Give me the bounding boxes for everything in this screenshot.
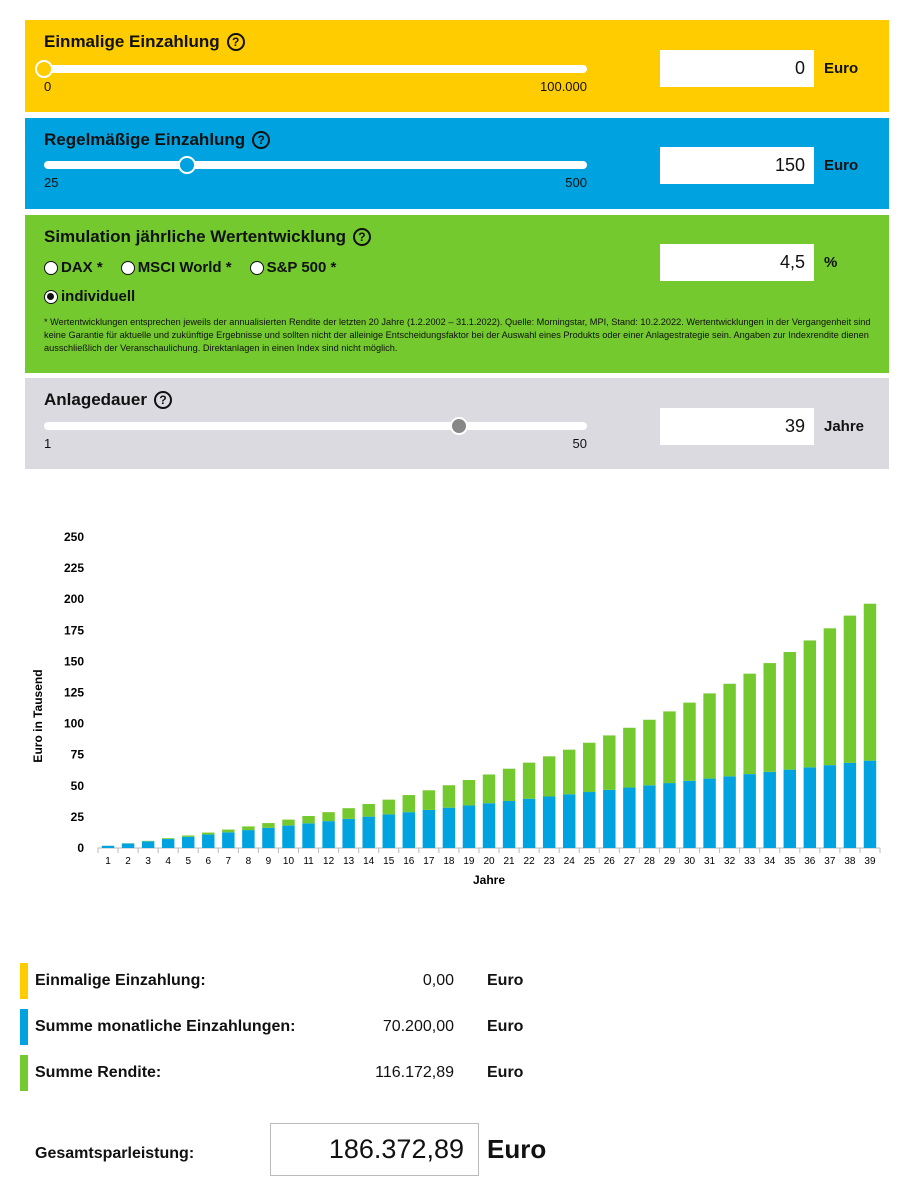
x-tick-label: 13 <box>343 856 355 867</box>
bar-rendite <box>423 790 435 810</box>
bar-rendite <box>764 663 776 772</box>
anlagedauer-title: Anlagedauer ? <box>44 390 172 410</box>
bar-rendite <box>182 835 194 836</box>
x-tick-label: 11 <box>303 856 314 867</box>
bar-einzahlungen <box>222 832 234 848</box>
anlagedauer-panel <box>25 378 889 469</box>
bar-rendite <box>804 640 816 767</box>
x-tick-label: 3 <box>145 856 151 867</box>
bar-einzahlungen <box>162 839 174 848</box>
bar-einzahlungen <box>102 846 114 848</box>
x-tick-label: 16 <box>403 856 415 867</box>
bar-einzahlungen <box>784 770 796 848</box>
x-tick-label: 22 <box>523 856 535 867</box>
bar-einzahlungen <box>583 792 595 848</box>
bar-einzahlungen <box>643 785 655 848</box>
bar-einzahlungen <box>202 835 214 848</box>
bar-rendite <box>784 652 796 770</box>
bar-einzahlungen <box>543 796 555 848</box>
x-tick-label: 26 <box>603 856 615 867</box>
x-tick-label: 2 <box>125 856 131 867</box>
y-tick-label: 250 <box>63 530 84 544</box>
stacked-bar-chart <box>0 520 919 900</box>
bar-einzahlungen <box>322 821 334 848</box>
anlagedauer-unit: Jahre <box>824 418 865 435</box>
x-tick-label: 30 <box>683 856 696 867</box>
bar-einzahlungen <box>764 772 776 848</box>
radio-option-individuell[interactable]: individuell <box>44 288 135 305</box>
einmalige-einzahlung-slider-thumb[interactable] <box>35 60 53 78</box>
x-tick-label: 19 <box>463 856 475 867</box>
radio-button[interactable] <box>44 290 58 304</box>
y-tick-label: 100 <box>63 716 84 731</box>
bar-rendite <box>623 728 635 788</box>
bar-rendite <box>463 780 475 805</box>
bar-rendite <box>202 833 214 835</box>
x-tick-label: 25 <box>583 856 595 867</box>
radio-button[interactable] <box>44 261 58 275</box>
question-circle-icon[interactable]: ? <box>227 33 245 51</box>
x-tick-label: 24 <box>563 856 575 867</box>
x-tick-label: 31 <box>704 856 716 867</box>
y-tick-label: 225 <box>63 561 84 576</box>
bar-rendite <box>483 774 495 803</box>
regelmaessige-einzahlung-panel <box>25 118 889 209</box>
bar-einzahlungen <box>623 788 635 848</box>
bar-einzahlungen <box>824 765 836 848</box>
einmalige-einzahlung-unit: Euro <box>824 60 859 77</box>
einmalige-einzahlung-min: 0 <box>44 79 52 94</box>
bar-rendite <box>723 684 735 777</box>
bar-rendite <box>543 756 555 796</box>
x-tick-label: 7 <box>225 856 232 867</box>
simulation-options-row-2 <box>44 288 153 305</box>
x-tick-label: 21 <box>503 856 515 867</box>
bar-einzahlungen <box>523 799 535 848</box>
y-tick-label: 125 <box>63 685 84 700</box>
x-tick-label: 9 <box>265 856 272 867</box>
chart-x-axis-label: Jahre <box>472 873 506 887</box>
regelmaessige-einzahlung-slider[interactable] <box>44 161 587 169</box>
anlagedauer-input[interactable]: 39 <box>660 408 814 445</box>
x-tick-label: 4 <box>165 856 171 867</box>
x-tick-label: 37 <box>824 856 836 867</box>
bar-rendite <box>844 616 856 763</box>
bar-einzahlungen <box>423 810 435 848</box>
bar-rendite <box>162 838 174 839</box>
summary-value: 70.200,00 <box>382 1018 454 1035</box>
bar-einzahlungen <box>122 844 134 848</box>
bar-einzahlungen <box>302 823 314 848</box>
bar-rendite <box>743 674 755 774</box>
x-tick-label: 18 <box>443 856 455 867</box>
bar-rendite <box>302 816 314 823</box>
x-tick-label: 28 <box>643 856 655 867</box>
bar-rendite <box>663 711 675 783</box>
bar-rendite <box>523 763 535 799</box>
bar-einzahlungen <box>603 790 615 848</box>
bar-rendite <box>362 804 374 817</box>
summary-unit: Euro <box>487 972 524 989</box>
summary-row-einmalig <box>20 963 580 999</box>
radio-option-msci-world[interactable]: MSCI World * <box>121 259 232 276</box>
bar-rendite <box>443 785 455 807</box>
bar-einzahlungen <box>342 819 354 848</box>
bar-rendite <box>322 812 334 821</box>
bar-einzahlungen <box>663 783 675 848</box>
x-tick-label: 14 <box>363 856 375 867</box>
regelmaessige-einzahlung-title: Regelmäßige Einzahlung ? <box>44 130 270 150</box>
bar-einzahlungen <box>864 761 876 848</box>
bar-einzahlungen <box>723 776 735 848</box>
bar-rendite <box>603 735 615 789</box>
bar-einzahlungen <box>443 808 455 848</box>
x-tick-label: 32 <box>724 856 736 867</box>
question-circle-icon[interactable]: ? <box>252 131 270 149</box>
regelmaessige-einzahlung-slider-thumb[interactable] <box>178 156 196 174</box>
x-tick-label: 34 <box>764 856 776 867</box>
anlagedauer-slider-thumb[interactable] <box>450 417 468 435</box>
x-tick-label: 39 <box>864 856 876 867</box>
summary-color-bar <box>20 1009 28 1045</box>
bar-einzahlungen <box>142 841 154 848</box>
total-label: Gesamtsparleistung: <box>35 1145 195 1162</box>
bar-rendite <box>262 823 274 828</box>
summary-label: Einmalige Einzahlung: <box>35 972 206 989</box>
bar-einzahlungen <box>804 767 816 848</box>
bar-rendite <box>383 800 395 815</box>
y-tick-label: 50 <box>70 778 84 793</box>
bar-rendite <box>683 703 695 781</box>
simulation-panel <box>25 215 889 373</box>
radio-button[interactable] <box>250 261 264 275</box>
einmalige-einzahlung-panel <box>25 20 889 112</box>
summary-label: Summe Rendite: <box>35 1064 162 1081</box>
bar-einzahlungen <box>383 814 395 848</box>
bar-einzahlungen <box>242 830 254 848</box>
bar-einzahlungen <box>703 779 715 848</box>
bar-rendite <box>222 830 234 833</box>
regelmaessige-einzahlung-min: 25 <box>44 175 59 190</box>
x-tick-label: 35 <box>784 856 796 867</box>
bar-rendite <box>503 769 515 801</box>
bar-einzahlungen <box>503 801 515 848</box>
x-tick-label: 5 <box>185 856 192 867</box>
question-circle-icon[interactable]: ? <box>353 228 371 246</box>
einmalige-einzahlung-input[interactable]: 0 <box>660 50 814 87</box>
regelmaessige-einzahlung-input[interactable]: 150 <box>660 147 814 184</box>
x-tick-label: 15 <box>383 856 395 867</box>
bar-einzahlungen <box>403 812 415 848</box>
x-tick-label: 17 <box>423 856 435 867</box>
question-circle-icon[interactable]: ? <box>154 391 172 409</box>
bar-rendite <box>824 628 836 765</box>
radio-option-sp500[interactable]: S&P 500 * <box>250 259 337 276</box>
bar-einzahlungen <box>743 774 755 848</box>
rendite-unit: % <box>824 254 838 271</box>
bar-rendite <box>242 826 254 830</box>
simulation-title: Simulation jährliche Wertentwicklung ? <box>44 227 371 247</box>
x-tick-label: 8 <box>245 856 252 867</box>
x-tick-label: 27 <box>623 856 635 867</box>
bar-rendite <box>563 750 575 795</box>
x-tick-label: 38 <box>844 856 856 867</box>
einmalige-einzahlung-max: 100.000 <box>540 79 587 94</box>
simulation-footnote: * Wertentwicklungen entsprechen jeweils der annualisierten Rendite der letzten 20 Jahre (1.2.2002 – 31.1.2022). Quelle: Morningstar, MPI, Stand: 10.2.2022. Wertentwicklungen in der Vergangenheit sind keine Garantie für aktuelle und zukünftige Ergebnisse und sollten nicht der alleinige Entscheidungsfaktor bei der Auswahl eines Produkts oder einer Anlagestrategie sein. Angaben zur Indexrendite dienen ausschließlich der Veranschaulichung. Direktanlagen in einen Index sind nicht möglich. <box>44 317 871 353</box>
y-tick-label: 0 <box>77 841 84 855</box>
regelmaessige-einzahlung-unit: Euro <box>824 157 859 174</box>
rendite-input[interactable]: 4,5 <box>660 244 814 281</box>
y-tick-label: 175 <box>63 623 84 638</box>
total-unit: Euro <box>487 1134 547 1164</box>
bar-einzahlungen <box>844 763 856 848</box>
bar-einzahlungen <box>362 817 374 848</box>
y-tick-label: 25 <box>70 809 84 824</box>
x-tick-label: 1 <box>105 856 111 867</box>
x-tick-label: 23 <box>543 856 555 867</box>
x-tick-label: 20 <box>483 856 495 867</box>
regelmaessige-einzahlung-max: 500 <box>565 175 587 190</box>
bar-rendite <box>703 693 715 778</box>
summary-unit: Euro <box>487 1064 524 1081</box>
y-tick-label: 200 <box>63 592 84 607</box>
bar-rendite <box>864 604 876 761</box>
bar-einzahlungen <box>563 794 575 848</box>
bar-rendite <box>342 808 354 819</box>
summary-row-monatlich <box>20 1009 580 1045</box>
bar-rendite <box>583 743 595 792</box>
x-tick-label: 10 <box>282 856 295 867</box>
anlagedauer-max: 50 <box>572 436 587 451</box>
chart-bars <box>102 604 876 848</box>
anlagedauer-min: 1 <box>44 436 52 451</box>
chart-y-ticks <box>64 530 84 855</box>
x-tick-label: 12 <box>323 856 335 867</box>
summary-unit: Euro <box>487 1018 524 1035</box>
simulation-options-row-1 <box>44 259 354 276</box>
x-tick-label: 6 <box>205 856 212 867</box>
y-tick-label: 75 <box>70 747 84 762</box>
summary-color-bar <box>20 1055 28 1091</box>
bar-einzahlungen <box>262 828 274 848</box>
bar-rendite <box>282 820 294 826</box>
summary-value: 116.172,89 <box>375 1064 454 1081</box>
bar-rendite <box>643 720 655 786</box>
einmalige-einzahlung-title: Einmalige Einzahlung ? <box>44 32 245 52</box>
radio-button[interactable] <box>121 261 135 275</box>
summary-value: 0,00 <box>422 972 454 989</box>
summary-row-rendite <box>20 1055 580 1091</box>
x-tick-label: 33 <box>744 856 756 867</box>
bar-einzahlungen <box>182 837 194 848</box>
einmalige-einzahlung-slider[interactable] <box>44 65 587 73</box>
chart-x-ticks <box>98 848 880 867</box>
chart-y-axis-label: Euro in Tausend <box>31 669 45 763</box>
bar-einzahlungen <box>282 826 294 848</box>
bar-rendite <box>403 795 415 812</box>
radio-option-dax[interactable]: DAX * <box>44 259 103 276</box>
anlagedauer-slider[interactable] <box>44 422 587 430</box>
bar-einzahlungen <box>483 803 495 848</box>
x-tick-label: 36 <box>804 856 816 867</box>
x-tick-label: 29 <box>663 856 676 867</box>
total-value: 186.372,89 <box>270 1123 479 1176</box>
bar-einzahlungen <box>463 805 475 848</box>
summary-color-bar <box>20 963 28 999</box>
summary-label: Summe monatliche Einzahlungen: <box>35 1018 296 1035</box>
y-tick-label: 150 <box>63 654 84 669</box>
bar-einzahlungen <box>683 781 695 848</box>
